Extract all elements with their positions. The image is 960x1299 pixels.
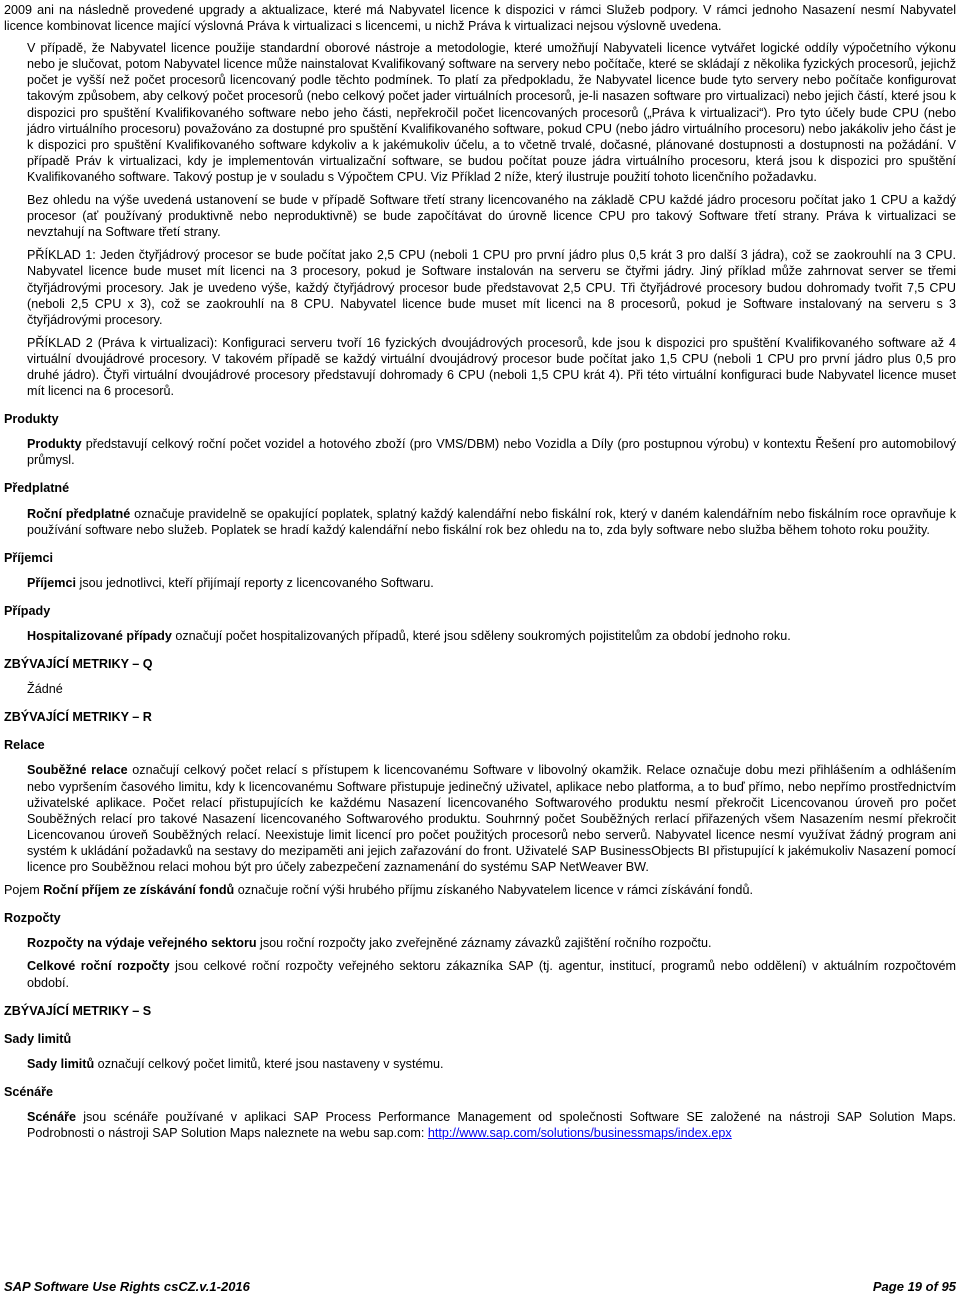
term-pripady: Hospitalizované případy (27, 629, 172, 643)
heading-sady-limitu: Sady limitů (4, 1031, 72, 1046)
predplatne-text: označuje pravidelně se opakující poplatek, splatný každý kalendářní nebo fiskální rok, který v daném kalendářním nebo fiskálním roce opravňuje k používání software nebo služeb. Poplatek se hradí každý kalendářní nebo fiskální rok bez ohledu na to, zda byly software nebo služba během tohoto roku použity. (27, 506, 956, 537)
term-sady-limitu: Sady limitů (27, 1056, 95, 1071)
metriky-q-none: Žádné (27, 682, 63, 697)
heading-pripady: Případy (4, 603, 51, 618)
heading-scenare: Scénáře (4, 1084, 54, 1099)
produkty-definition (0, 436, 960, 468)
third-party-paragraph: Bez ohledu na výše uvedená ustanovení se bude v případě Software třetí strany licencovaného na základě CPU každé jádro procesoru počítat jako 1 CPU a každý procesor (ať používaný produktivně nebo neproduktivně) se bude započítávat do úrovně licence CPU pro takový Software třetí strany. Práva k virtualizaci se nevztahují na Software třetí strany. (27, 193, 956, 240)
sap-solution-maps-link[interactable]: http://www.sap.com/solutions/businessmaps/index.epx (427, 1126, 732, 1141)
intro-paragraph: 2009 ani na následně provedené upgrady a aktualizace, které má Nabyvatel licence k dispozici v rámci Služeb podpory. V rámci jednoho Nasazení nesmí Nabyvatel licence kombinovat licence mající výslovná Práva k virtualizaci s licencemi, u nichž Práva k virtualizaci nejsou výslovně uvedena. (4, 3, 956, 34)
pripady-text: označují počet hospitalizovaných případů, které jsou sděleny soukromých pojistitelům za období jednoho roku. (171, 629, 791, 643)
prijemci-definition (0, 575, 960, 591)
rozpocty-1-text: jsou roční rozpočty jako zveřejněné záznamy závazků zajištění ročního rozpočtu. (256, 936, 712, 951)
footer-page-number: Page 19 of 95 (872, 1279, 956, 1294)
relace-definition (0, 762, 960, 875)
example-1-paragraph: PŘÍKLAD 1: Jeden čtyřjádrový procesor se bude počítat jako 2,5 CPU (neboli 1 CPU pro první jádro plus 0,5 krát 3 pro další 3 jádra), což se zaokrouhlí na 3 CPU. Nabyvatel licence bude muset mít licenci na 3 procesory, pokud je Software instalován na serveru se čtyřmi jádry. Jiný příklad může zahrnovat server se třemi čtyřjádrovými procesory. Jak je uvedeno výše, každý čtyřjádrový procesor bude představovat 2,5 CPU. Tři čtyřjádrové procesory budou dohromady tvořit 7,5 CPU (neboli 2,5 CPU x 3), což se zaokrouhlí na 8 CPU. Nabyvatel licence bude muset mít licenci na 8 procesorů, pokud je Software instalovaný na serveru s 3 čtyřjádrovými procesory. (27, 248, 956, 327)
pojem-text: označuje roční výši hrubého příjmu získaného Nabyvatelem licence v rámci získávání fondů. (234, 883, 753, 898)
heading-relace: Relace (4, 738, 45, 753)
heading-metriky-r: ZBÝVAJÍCÍ METRIKY – R (4, 710, 152, 725)
pojem-prefix: Pojem (4, 883, 44, 898)
heading-rozpocty: Rozpočty (4, 911, 61, 926)
rozpocty-definition-2 (0, 958, 960, 990)
heading-metriky-q: ZBÝVAJÍCÍ METRIKY – Q (4, 657, 153, 672)
term-rocni-prijem: Roční příjem ze získávání fondů (43, 883, 235, 898)
relace-text: označují celkový počet relací s přístupem k licencovanému Software v libovolný okamžik. Relace označuje dobu mezi přihlášením a odhlášením nebo vypršením časového limitu, kdy k licencovanému Software přistupuje jedinečný uživatel, aplikace nebo platforma, a to buď přímo, nebo nepřímo prostřednictvím uživatelské aplikace. Počet relací přistupujících ke každému Nasazení licencovaného Softwarového produktu nesmí překročit Licencovanou úroveň pro počet Souběžných relací pro takové Nasazení licencovaného Softwarového produktu. Souhrnný počet Souběžných rerlací přiřazených všem Nasazením nesmí překročit Licencovanou úroveň Souběžných relací. Neexistuje limit licencí pro počet použitých procesorů nebo serverů. Nabyvatel licence nesmí využívat žádný program ani systém k ukládání požadavků na sestavy do mezipaměti ani jejich zařazování do front. Uživatelé SAP BusinessObjects BI přistupující k jakémukoliv Nasazení pomocí licence pro Souběžnou relaci mohou být pro účely zabezpečení zaznamenání do systému SAP NetWeaver BW. (27, 763, 956, 875)
term-prijemci: Příjemci (27, 575, 77, 590)
heading-predplatne: Předplatné (4, 481, 70, 496)
scenare-definition (0, 1109, 960, 1141)
term-produkty: Produkty (27, 437, 82, 452)
term-rozpocty-vydaje: Rozpočty na výdaje veřejného sektoru (27, 936, 257, 951)
predplatne-definition (0, 506, 960, 538)
prijemci-text: jsou jednotlivci, kteří přijímají reporty z licencovaného Softwaru. (76, 575, 434, 590)
heading-prijemci: Příjemci (4, 550, 54, 565)
term-relace: Souběžné relace (27, 763, 128, 778)
term-celkove-rozpocty: Celkové roční rozpočty (27, 959, 170, 974)
term-predplatne: Roční předplatné (27, 506, 131, 521)
sady-limitu-definition (0, 1056, 960, 1072)
pojem-paragraph (0, 882, 960, 898)
rozpocty-definition-1 (0, 935, 960, 951)
term-scenare: Scénáře (27, 1109, 77, 1124)
sady-limitu-text: označují celkový počet limitů, které jsou nastaveny v systému. (94, 1056, 444, 1071)
pripady-definition (0, 628, 960, 644)
page-footer (4, 1279, 956, 1297)
heading-metriky-s: ZBÝVAJÍCÍ METRIKY – S (4, 1003, 152, 1018)
footer-document-title: SAP Software Use Rights csCZ.v.1-2016 (4, 1279, 250, 1294)
produkty-text: představují celkový roční počet vozidel a hotového zboží (pro VMS/DBM) nebo Vozidla a Díly (pro postupnou výrobu) v kontextu Řešení pro automobilový průmysl. (27, 437, 956, 468)
rozpocty-2-text: jsou celkové roční rozpočty veřejného sektoru zákazníka SAP (tj. agentur, institucí, programů nebo oddělení) v aktuálním rozpočtovém období. (27, 959, 956, 990)
cpu-virtualization-paragraph: V případě, že Nabyvatel licence použije standardní oborové nástroje a metodologie, které umožňují Nabyvateli licence vytvářet logické oddíly výpočetního výkonu nebo je slučovat, potom Nabyvatel licence může nainstalovat Kvalifikovaný software na servery nebo počítače, které se skládají z několika fyzických procesorů, jejichž počet je vyšší než počet procesorů licencovaný podle těchto podmínek. To platí za předpokladu, že Nabyvatel licence bude tyto servery nebo počítače konfigurovat takovým způsobem, aby celkový počet procesorů (nebo celkový počet jader virtuálních procesorů, je-li nasazen software pro virtualizaci) nebo jejich částí, které jsou k dispozici pro spuštění Kvalifikovaného software nebo jeho části, nepřekročil počet licencovaných procesorů („Práva k virtualizaci“). Pro tyto účely bude CPU (nebo jádro virtuálního procesoru) považováno za dostupné pro spuštění Kvalifikovaného software, pokud CPU (nebo jádro virtuálního procesoru) nebo jakákoliv jeho část je k dispozici pro spuštění Kvalifikovaného software kdykoliv a k jakémukoliv účelu, a to včetně trvalé, dočasné, plánované dostupnosti a dostupnosti na požádání. V případě Práv k virtualizaci, kdy je implementován virtualizační software, se budou počítat pouze jádra virtuálního procesoru, která jsou k dispozici pro spuštění Kvalifikovaného software. Takový postup je v souladu s Výpočtem CPU. Viz Příklad 2 níže, který ilustruje použití tohoto licenčního požadavku. (27, 41, 956, 184)
example-2-paragraph: PŘÍKLAD 2 (Práva k virtualizaci): Konfiguraci serveru tvoří 16 fyzických dvoujádrových procesorů, kde jsou k dispozici pro spuštění Kvalifikovaného software až 4 virtuální dvoujádrové procesory. V takovém případě se každý virtuální dvoujádrový procesor bude počítat jako 1,5 CPU (neboli 1 CPU pro první jádro plus 0,5 pro druhé jádro). Čtyři virtuální dvoujádrové procesory představují dohromady 6 CPU (neboli 1,5 CPU krát 4). Při této virtuální konfiguraci bude Nabyvatel licence muset mít licenci na 6 procesorů. (27, 335, 956, 399)
scenare-text: jsou scénáře používané v aplikaci SAP Process Performance Management od společnosti Software SE založené na nástroji SAP Solution Maps. Podrobnosti o nástroji SAP Solution Maps naleznete na webu sap.com: (27, 1109, 956, 1141)
heading-produkty: Produkty (4, 412, 59, 427)
